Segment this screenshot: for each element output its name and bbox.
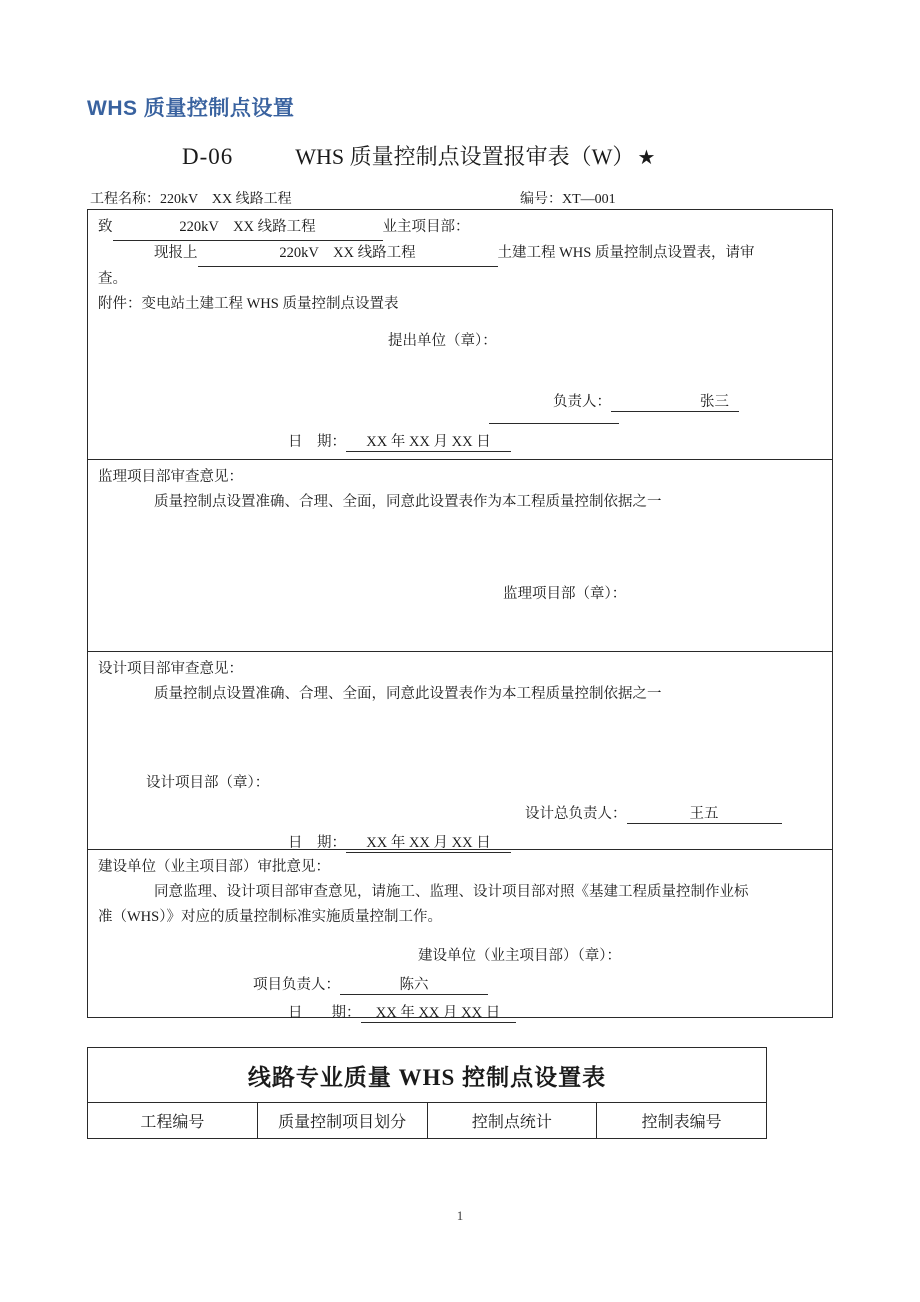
section-supervision bbox=[88, 460, 832, 652]
column-header-item-division: 质量控制项目划分 bbox=[257, 1103, 427, 1139]
section-owner bbox=[88, 850, 832, 1021]
column-header-project-code: 工程编号 bbox=[88, 1103, 258, 1139]
report-value[interactable]: 220kV XX 线路工程 bbox=[198, 241, 498, 267]
page-title: WHS 质量控制点设置 bbox=[87, 97, 295, 120]
addressee-value[interactable]: 220kV XX 线路工程 bbox=[113, 215, 383, 241]
principal-label: 负责人： bbox=[553, 394, 611, 410]
submitting-unit-seal: 提出单位（章）： bbox=[388, 333, 497, 349]
owner-date-group bbox=[288, 1001, 516, 1023]
column-header-control-sheet-code: 控制表编号 bbox=[597, 1103, 767, 1139]
form-title-row bbox=[87, 140, 833, 171]
section-submission bbox=[88, 210, 832, 460]
summary-table-title: 线路专业质量 WHS 控制点设置表 bbox=[88, 1048, 767, 1103]
design-chief-group bbox=[525, 802, 782, 824]
addressee-suffix: 业主项目部： bbox=[382, 219, 470, 235]
owner-seal: 建设单位（业主项目部）（章）： bbox=[418, 948, 621, 964]
submit-date-group bbox=[288, 430, 511, 452]
report-line-2: 查。 bbox=[98, 271, 127, 287]
addressee-label: 致 bbox=[98, 219, 113, 235]
serial-group bbox=[520, 188, 616, 208]
design-date-value[interactable]: XX 年 XX 月 XX 日 bbox=[346, 831, 511, 853]
design-chief-label: 设计总负责人： bbox=[525, 806, 627, 822]
supervision-seal: 监理项目部（章）： bbox=[503, 586, 627, 602]
page-number: 1 bbox=[456, 1208, 464, 1223]
principal-value[interactable]: 张三 bbox=[611, 390, 739, 412]
owner-manager-group bbox=[253, 973, 488, 995]
owner-date-label: 日 期： bbox=[288, 1005, 361, 1021]
report-label: 现报上 bbox=[154, 245, 198, 261]
star-icon: ★ bbox=[637, 147, 656, 169]
project-name-label: 工程名称： bbox=[90, 192, 160, 207]
design-chief-value[interactable]: 王五 bbox=[627, 802, 782, 824]
submit-date-label: 日 期： bbox=[288, 434, 346, 450]
column-header-control-point-count: 控制点统计 bbox=[427, 1103, 597, 1139]
design-opinion: 质量控制点设置准确、合理、全面，同意此设置表作为本工程质量控制依据之一 bbox=[154, 686, 662, 702]
serial-label: 编号： bbox=[520, 192, 562, 207]
approval-form-table bbox=[87, 209, 833, 1021]
design-date-label: 日 期： bbox=[288, 835, 346, 851]
serial-value: XT—001 bbox=[562, 192, 616, 207]
supervision-opinion: 质量控制点设置准确、合理、全面，同意此设置表作为本工程质量控制依据之一 bbox=[154, 494, 662, 510]
form-code: D-06 bbox=[182, 144, 234, 169]
signature-blank-line[interactable] bbox=[489, 423, 619, 424]
report-suffix: 土建工程 WHS 质量控制点设置表，请审 bbox=[497, 245, 755, 261]
table-header-row bbox=[88, 1103, 767, 1139]
owner-opinion-line-2: 准（WHS）》对应的质量控制标准实施质量控制工作。 bbox=[98, 909, 442, 925]
table-title-row bbox=[88, 1048, 767, 1103]
project-name-group bbox=[90, 188, 292, 208]
supervision-title: 监理项目部审查意见： bbox=[98, 469, 243, 485]
design-seal: 设计项目部（章）： bbox=[146, 775, 270, 791]
whs-control-point-table bbox=[87, 1047, 767, 1139]
owner-title: 建设单位（业主项目部）审批意见： bbox=[98, 859, 330, 875]
addressee-line bbox=[98, 215, 822, 241]
owner-date-value[interactable]: XX 年 XX 月 XX 日 bbox=[361, 1001, 516, 1023]
owner-manager-value[interactable]: 陈六 bbox=[340, 973, 488, 995]
form-title: WHS 质量控制点设置报审表（W） bbox=[295, 144, 635, 169]
project-name-value: 220kV XX 线路工程 bbox=[160, 192, 292, 207]
attachment-line: 附件：变电站土建工程 WHS 质量控制点设置表 bbox=[98, 296, 399, 312]
report-line bbox=[98, 241, 822, 267]
section-design bbox=[88, 652, 832, 850]
design-title: 设计项目部审查意见： bbox=[98, 661, 243, 677]
owner-opinion-line-1: 同意监理、设计项目部审查意见，请施工、监理、设计项目部对照《基建工程质量控制作业标 bbox=[154, 884, 749, 900]
principal-group bbox=[553, 390, 739, 412]
submit-date-value[interactable]: XX 年 XX 月 XX 日 bbox=[346, 430, 511, 452]
owner-manager-label: 项目负责人： bbox=[253, 977, 340, 993]
